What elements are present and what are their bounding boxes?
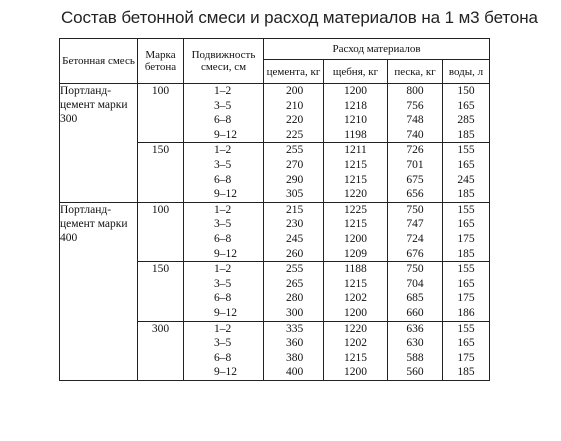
cement-type-cell: Портланд-цемент марки 400	[60, 202, 138, 380]
water-value: 185	[457, 366, 475, 379]
sand-value: 750	[406, 263, 424, 276]
sand-value: 701	[406, 158, 424, 171]
cement-type-cell: Портланд-цемент марки 300	[60, 84, 138, 203]
water-value: 186	[457, 306, 475, 319]
sand-amount-cell	[388, 202, 443, 261]
table-row	[60, 84, 490, 143]
header-consumption: Расход материалов	[264, 39, 490, 60]
header-grade: Марка бетона	[138, 39, 184, 84]
sand-value: 560	[406, 366, 424, 379]
sand-value: 660	[406, 306, 424, 319]
gravel-value: 1215	[344, 277, 367, 290]
cement-value: 215	[286, 203, 304, 216]
gravel-value: 1215	[344, 351, 367, 364]
mobility-value: 6–8	[214, 232, 232, 245]
cement-value: 380	[286, 351, 304, 364]
water-value: 165	[457, 337, 475, 350]
mobility-value: 9–12	[214, 247, 237, 260]
gravel-value: 1215	[344, 173, 367, 186]
cement-value: 255	[286, 263, 304, 276]
cement-value: 300	[286, 306, 304, 319]
mobility-value: 6–8	[214, 114, 232, 127]
cement-value: 270	[286, 158, 304, 171]
water-value: 185	[457, 128, 475, 141]
grade-cell: 150	[138, 262, 184, 321]
gravel-value: 1202	[344, 337, 367, 350]
gravel-value: 1188	[344, 263, 367, 276]
water-amount-cell	[443, 143, 490, 202]
mobility-value: 6–8	[214, 351, 232, 364]
mobility-cell	[184, 262, 264, 321]
sand-value: 676	[406, 247, 424, 260]
mobility-value: 1–2	[214, 203, 232, 216]
sand-value: 747	[406, 218, 424, 231]
mobility-value: 3–5	[214, 277, 232, 290]
sand-value: 756	[406, 99, 424, 112]
water-amount-cell	[443, 84, 490, 143]
cement-value: 225	[286, 128, 304, 141]
water-value: 245	[457, 173, 475, 186]
gravel-value: 1220	[344, 322, 367, 335]
grade-cell: 100	[138, 84, 184, 143]
sand-value: 750	[406, 203, 424, 216]
gravel-value: 1200	[344, 232, 367, 245]
mobility-value: 9–12	[214, 306, 237, 319]
grade-cell: 300	[138, 321, 184, 380]
water-value: 165	[457, 99, 475, 112]
cement-value: 290	[286, 173, 304, 186]
cement-amount-cell	[264, 202, 324, 261]
mobility-value: 3–5	[214, 337, 232, 350]
cement-value: 220	[286, 114, 304, 127]
sand-value: 740	[406, 128, 424, 141]
mobility-cell	[184, 202, 264, 261]
sand-value: 800	[406, 85, 424, 97]
cement-amount-cell	[264, 321, 324, 380]
cement-amount-cell	[264, 262, 324, 321]
mobility-value: 1–2	[214, 144, 232, 157]
gravel-value: 1200	[344, 306, 367, 319]
mobility-value: 1–2	[214, 85, 232, 97]
water-value: 155	[457, 203, 475, 216]
sand-value: 748	[406, 114, 424, 127]
gravel-value: 1210	[344, 114, 367, 127]
cement-value: 245	[286, 232, 304, 245]
sand-value: 685	[406, 292, 424, 305]
water-value: 155	[457, 263, 475, 276]
cement-value: 400	[286, 366, 304, 379]
cement-value: 210	[286, 99, 304, 112]
water-value: 165	[457, 277, 475, 290]
gravel-value: 1202	[344, 292, 367, 305]
water-value: 165	[457, 218, 475, 231]
mobility-value: 1–2	[214, 263, 232, 276]
mobility-value: 6–8	[214, 292, 232, 305]
water-value: 185	[457, 188, 475, 201]
mobility-value: 9–12	[214, 188, 237, 201]
sand-amount-cell	[388, 262, 443, 321]
mobility-cell	[184, 84, 264, 143]
gravel-amount-cell	[324, 143, 388, 202]
sand-value: 675	[406, 173, 424, 186]
gravel-value: 1218	[344, 99, 367, 112]
mobility-value: 3–5	[214, 99, 232, 112]
header-mobility: Подвижность смеси, см	[184, 39, 264, 84]
gravel-amount-cell	[324, 262, 388, 321]
cement-value: 305	[286, 188, 304, 201]
water-value: 155	[457, 322, 475, 335]
water-value: 175	[457, 351, 475, 364]
page-title: Состав бетонной смеси и расход материалов на 1 м3 бетона	[61, 8, 538, 27]
cement-value: 265	[286, 277, 304, 290]
sand-value: 656	[406, 188, 424, 201]
mobility-value: 3–5	[214, 158, 232, 171]
water-value: 165	[457, 158, 475, 171]
sand-amount-cell	[388, 321, 443, 380]
cement-amount-cell	[264, 143, 324, 202]
header-gravel: щебня, кг	[324, 60, 388, 84]
cement-value: 280	[286, 292, 304, 305]
sand-amount-cell	[388, 143, 443, 202]
table-row	[60, 202, 490, 261]
water-amount-cell	[443, 321, 490, 380]
sand-value: 588	[406, 351, 424, 364]
cement-value: 200	[286, 85, 304, 97]
mobility-value: 6–8	[214, 173, 232, 186]
mobility-cell	[184, 321, 264, 380]
sand-value: 630	[406, 337, 424, 350]
water-value: 175	[457, 232, 475, 245]
sand-value: 636	[406, 322, 424, 335]
mobility-value: 9–12	[214, 366, 237, 379]
sand-value: 704	[406, 277, 424, 290]
water-value: 155	[457, 144, 475, 157]
gravel-value: 1211	[344, 144, 367, 157]
cement-value: 260	[286, 247, 304, 260]
cement-value: 335	[286, 322, 304, 335]
gravel-value: 1200	[344, 366, 367, 379]
water-amount-cell	[443, 262, 490, 321]
sand-amount-cell	[388, 84, 443, 143]
cement-amount-cell	[264, 84, 324, 143]
header-mix: Бетонная смесь	[60, 39, 138, 84]
header-water: воды, л	[443, 60, 490, 84]
gravel-value: 1215	[344, 158, 367, 171]
water-value: 285	[457, 114, 475, 127]
table-body	[60, 84, 490, 381]
header-sand: песка, кг	[388, 60, 443, 84]
cement-value: 360	[286, 337, 304, 350]
mobility-value: 3–5	[214, 218, 232, 231]
gravel-value: 1215	[344, 218, 367, 231]
gravel-value: 1209	[344, 247, 367, 260]
gravel-value: 1200	[344, 85, 367, 97]
table-header	[60, 39, 490, 84]
gravel-value: 1198	[344, 128, 367, 141]
grade-cell: 100	[138, 202, 184, 261]
cement-value: 255	[286, 144, 304, 157]
grade-cell: 150	[138, 143, 184, 202]
water-value: 150	[457, 85, 475, 97]
water-amount-cell	[443, 202, 490, 261]
mobility-cell	[184, 143, 264, 202]
gravel-value: 1225	[344, 203, 367, 216]
sand-value: 724	[406, 232, 424, 245]
concrete-mix-table	[59, 38, 490, 381]
mobility-value: 9–12	[214, 128, 237, 141]
water-value: 185	[457, 247, 475, 260]
sand-value: 726	[406, 144, 424, 157]
cement-value: 230	[286, 218, 304, 231]
mobility-value: 1–2	[214, 322, 232, 335]
water-value: 175	[457, 292, 475, 305]
gravel-value: 1220	[344, 188, 367, 201]
gravel-amount-cell	[324, 84, 388, 143]
gravel-amount-cell	[324, 202, 388, 261]
header-cement: цемента, кг	[264, 60, 324, 84]
gravel-amount-cell	[324, 321, 388, 380]
